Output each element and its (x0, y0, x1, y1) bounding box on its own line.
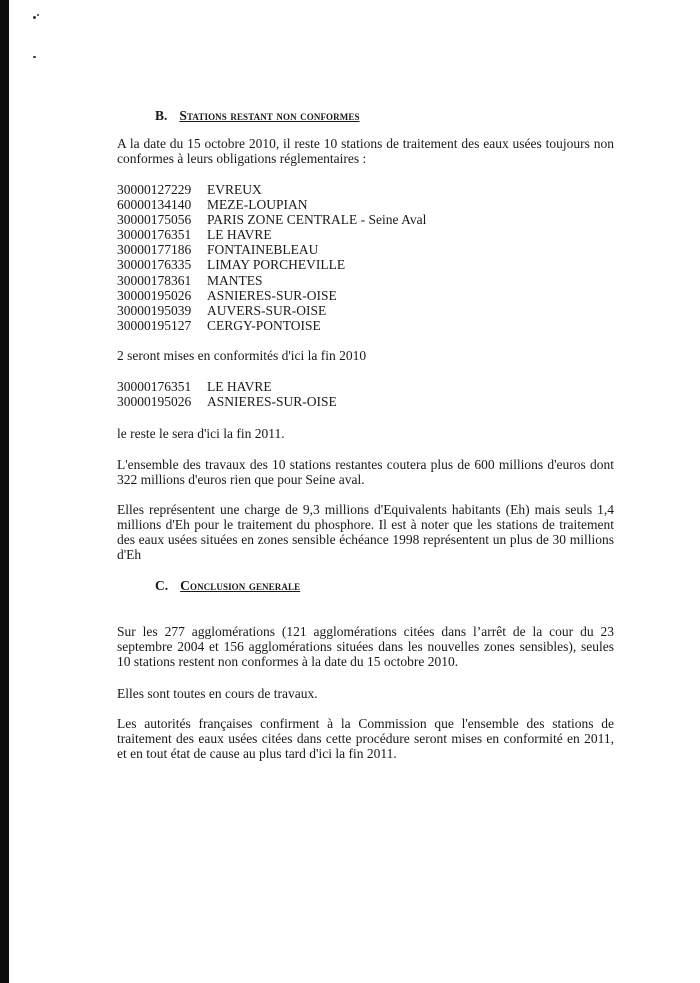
station-code: 30000178361 (117, 272, 192, 288)
station-name: AUVERS-SUR-OISE (207, 302, 327, 318)
station-code: 30000195127 (117, 317, 192, 333)
station-name: MEZE-LOUPIAN (207, 197, 308, 213)
station-name: PARIS ZONE CENTRALE - Seine Aval (207, 212, 427, 228)
station-item (117, 273, 426, 288)
station-name: LIMAY PORCHEVILLE (207, 257, 346, 273)
station-item (117, 318, 426, 333)
remainder-text: le reste le sera d'ici la fin 2011. (117, 426, 285, 441)
conclusion-paragraph-2: Elles sont toutes en cours de travaux. (117, 686, 318, 701)
section-b-intro: A la date du 15 octobre 2010, il reste 10 stations de traitement des eaux usées toujours non conformes à leurs obligations réglementaires : (117, 136, 614, 166)
station-item (117, 257, 426, 272)
station-code: 30000177186 (117, 242, 192, 258)
conclusion-paragraph-3: Les autorités françaises confirment à la Commission que l'ensemble des stations de traitement des eaux usées citées dans cette procédure seront mises en conformité en 2011, et en tout état de cause au plus tard d'ici la fin 2011. (117, 716, 614, 761)
section-b-letter: B. (155, 108, 168, 123)
station-code: 30000195026 (117, 287, 192, 303)
station-code: 30000176335 (117, 257, 192, 273)
station-list (117, 182, 426, 333)
station-name: ASNIERES-SUR-OISE (207, 394, 337, 410)
section-c-title: Conclusion generale (180, 578, 301, 593)
station-name: LE HAVRE (207, 227, 272, 243)
scan-speck (37, 14, 39, 16)
station-name: ASNIERES-SUR-OISE (207, 287, 337, 303)
conclusion-paragraph-1: Sur les 277 agglomérations (121 agglomérations citées dans l’arrêt de la cour du 23 septembre 2004 et 156 agglomérations situées dans les nouvelles zones sensibles), seules 10 stations restent non conformes à la date du 15 octobre 2010. (117, 624, 614, 669)
station-name: FONTAINEBLEAU (207, 242, 319, 258)
scan-left-edge (0, 0, 9, 983)
station-item (117, 288, 426, 303)
station-item (117, 212, 426, 227)
station-name: MANTES (207, 272, 263, 288)
station-item (117, 182, 426, 197)
station-name: CERGY-PONTOISE (207, 317, 321, 333)
section-c-letter: C. (155, 578, 169, 593)
station-code: 30000195039 (117, 302, 192, 318)
station-name: LE HAVRE (207, 379, 272, 394)
section-c-heading (155, 578, 300, 593)
scan-speck (33, 16, 36, 19)
load-text: Elles représentent une charge de 9,3 millions d'Equivalents habitants (Eh) mais seuls 1,4 millions d'Eh pour le traitement du phosphore. Il est à noter que les stations de traitement des eaux usées situées en zones sensible échéance 1998 représentent un plus de 30 millions d'Eh (117, 502, 614, 562)
station-code: 30000176351 (117, 227, 192, 243)
station-code: 60000134140 (117, 197, 192, 213)
station-item (117, 197, 426, 212)
compliance-2010-text: 2 seront mises en conformités d'ici la fin 2010 (117, 348, 367, 363)
section-b-title: Stations restant non conformes (179, 108, 360, 123)
scan-speck (33, 56, 36, 58)
station-name: EVREUX (207, 182, 262, 197)
station-item (117, 227, 426, 242)
station-item (117, 242, 426, 257)
station-item (117, 394, 337, 409)
station-list-2010 (117, 379, 337, 409)
station-code: 30000195026 (117, 394, 192, 410)
cost-text: L'ensemble des travaux des 10 stations restantes coutera plus de 600 millions d'euros dont 322 millions d'euros rien que pour Seine aval. (117, 457, 614, 487)
station-code: 30000176351 (117, 379, 192, 394)
section-b-heading (155, 108, 360, 123)
station-item (117, 303, 426, 318)
station-code: 30000127229 (117, 182, 192, 197)
station-item (117, 379, 337, 394)
station-code: 30000175056 (117, 212, 192, 228)
